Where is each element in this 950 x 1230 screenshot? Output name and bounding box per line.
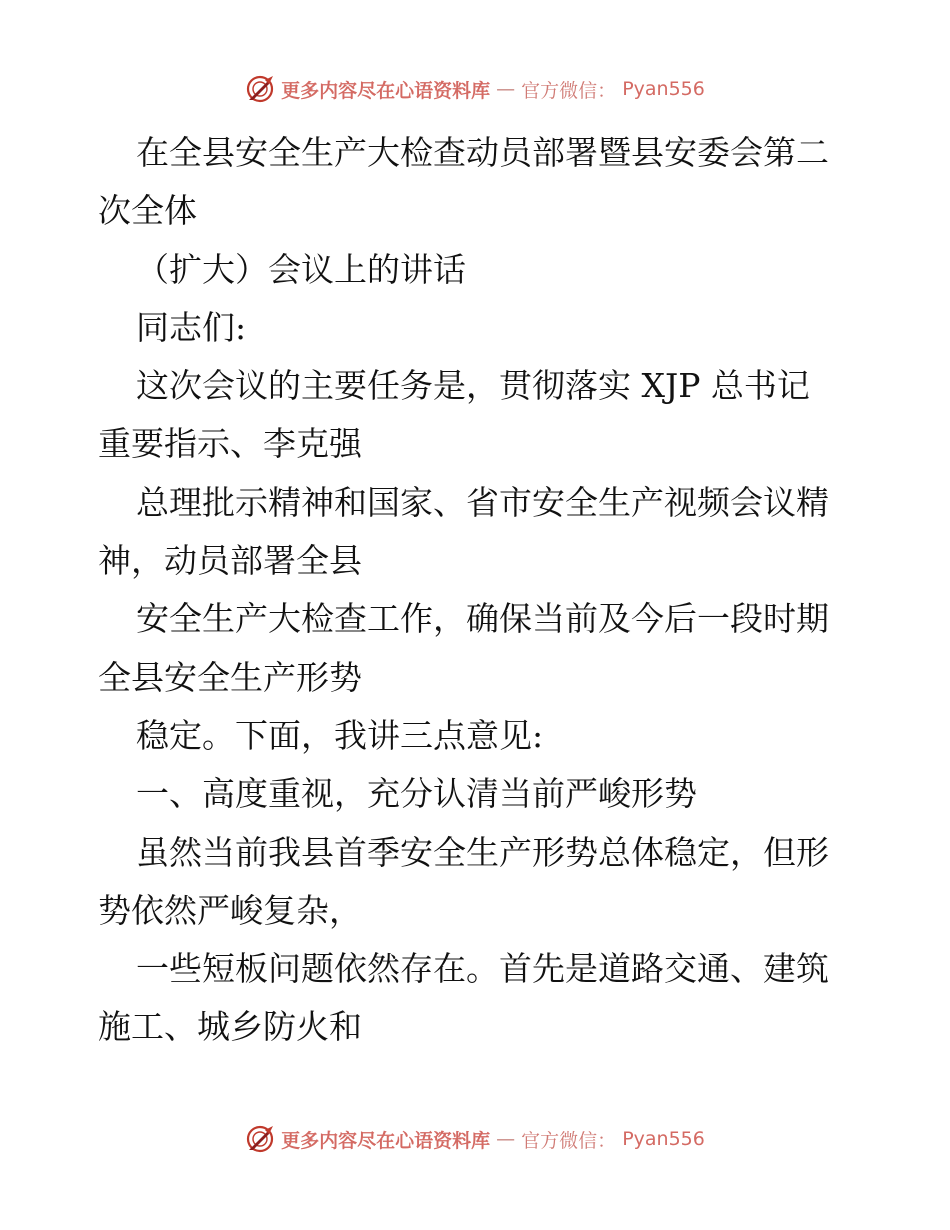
doc-line: 虽然当前我县首季安全生产形势总体稳定，但形 xyxy=(136,832,829,872)
quill-seal-icon xyxy=(245,74,275,104)
watermark-header xyxy=(0,74,950,104)
doc-line: 在全县安全生产大检查动员部署暨县安委会第二 xyxy=(136,133,829,172)
document-body xyxy=(98,124,858,1057)
doc-line: 神，动员部署全县 xyxy=(98,541,362,581)
watermark-separator: — xyxy=(496,78,516,100)
watermark-separator: — xyxy=(496,1128,516,1150)
doc-line: 同志们: xyxy=(136,307,247,347)
watermark-wechat-label: 官方微信： xyxy=(521,79,617,102)
doc-line: 施工、城乡防火和 xyxy=(98,1007,362,1047)
watermark-wechat-id: Pyan556 xyxy=(622,1128,705,1150)
doc-line: 全县安全生产形势 xyxy=(98,657,362,697)
watermark-brand: 更多内容尽在心语资料库 xyxy=(281,1129,491,1152)
watermark-footer xyxy=(0,1124,950,1154)
watermark-wechat-label: 官方微信： xyxy=(521,1129,617,1152)
quill-seal-icon xyxy=(245,1124,275,1154)
watermark-brand: 更多内容尽在心语资料库 xyxy=(281,79,491,102)
doc-line: 一些短板问题依然存在。首先是道路交通、建筑 xyxy=(136,949,829,989)
doc-line: 势依然严峻复杂， xyxy=(98,890,362,930)
section-heading: 一、高度重视，充分认清当前严峻形势 xyxy=(136,774,697,814)
doc-line: 次全体 xyxy=(98,191,197,231)
doc-line: 重要指示、李克强 xyxy=(98,424,362,464)
doc-line: 这次会议的主要任务是，贯彻落实 XJP 总书记 xyxy=(136,366,810,406)
watermark-wechat-id: Pyan556 xyxy=(622,78,705,100)
doc-line: （扩大）会议上的讲话 xyxy=(136,249,466,289)
doc-line: 总理批示精神和国家、省市安全生产视频会议精 xyxy=(136,482,829,522)
doc-line: 稳定。下面，我讲三点意见: xyxy=(136,715,544,755)
doc-line: 安全生产大检查工作，确保当前及今后一段时期 xyxy=(136,599,829,639)
